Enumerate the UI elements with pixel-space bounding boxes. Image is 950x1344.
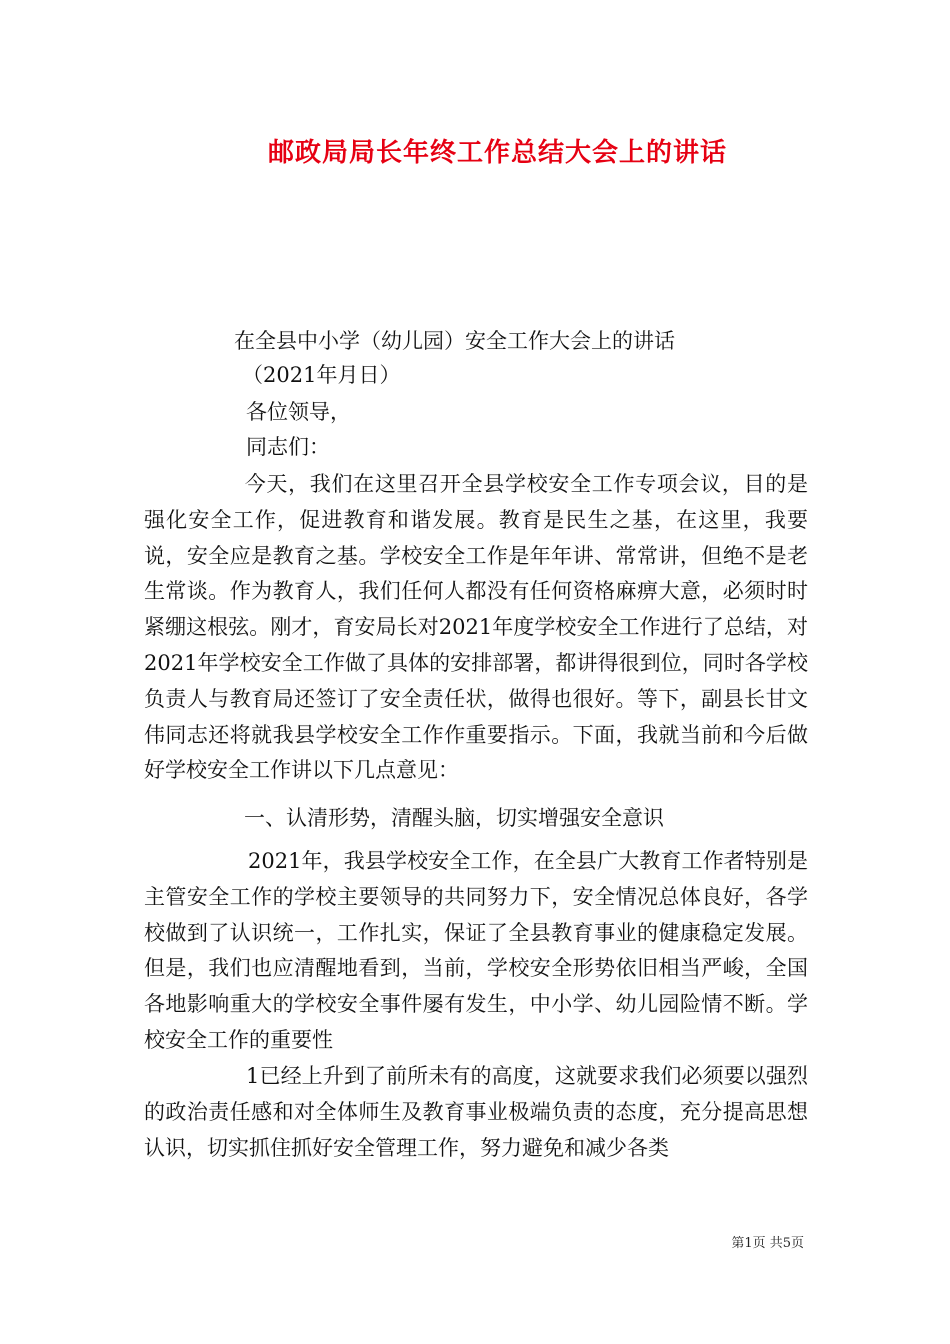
paragraph-situation-text: 2021年，我县学校安全工作，在全县广大教育工作者特别是主管安全工作的学校主要领导的共同努力下，安全情况总体良好，各学校做到了认识统一，工作扎实，保证了全县教育事业的健康稳定发展。但是，我们也应清醒地看到，当前，学校安全形势依旧相当严峻，全国各地影响重大的学校安全事件屡有发生，中小学、幼儿园险情不断。学校安全工作的重要性	[144, 849, 808, 1052]
page-number: 第1页 共5页	[731, 1236, 804, 1251]
paragraph-importance-text: 1已经上升到了前所未有的高度，这就要求我们必须要以强烈的政治责任感和对全体师生及教育事业极端负责的态度，充分提高思想认识，切实抓住抓好安全管理工作，努力避免和减少各类	[144, 1064, 808, 1160]
speech-date: （2021年月日）	[242, 363, 401, 387]
paragraph-opening	[144, 467, 808, 789]
greeting-leaders: 各位领导，	[246, 400, 351, 424]
greeting-comrades: 同志们：	[246, 435, 330, 459]
document-title: 邮政局局长年终工作总结大会上的讲话	[267, 138, 727, 168]
paragraph-importance	[144, 1059, 808, 1166]
paragraph-situation	[144, 844, 808, 1059]
paragraph-opening-text: 今天，我们在这里召开全县学校安全工作专项会议，目的是强化安全工作，促进教育和谐发展。教育是民生之基，在这里，我要说，安全应是教育之基。学校安全工作是年年讲、常常讲，但绝不是老生常谈。作为教育人，我们任何人都没有任何资格麻痹大意，必须时时紧绷这根弦。刚才，育安局长对2021年度学校安全工作进行了总结，对2021年学校安全工作做了具体的安排部署，都讲得很到位，同时各学校负责人与教育局还签订了安全责任状，做得也很好。等下，副县长甘文伟同志还将就我县学校安全工作作重要指示。下面，我就当前和今后做好学校安全工作讲以下几点意见：	[144, 472, 808, 783]
speech-subtitle: 在全县中小学（幼儿园）安全工作大会上的讲话	[234, 329, 675, 353]
section-heading-1: 一、认清形势，清醒头脑，切实增强安全意识	[244, 806, 664, 830]
